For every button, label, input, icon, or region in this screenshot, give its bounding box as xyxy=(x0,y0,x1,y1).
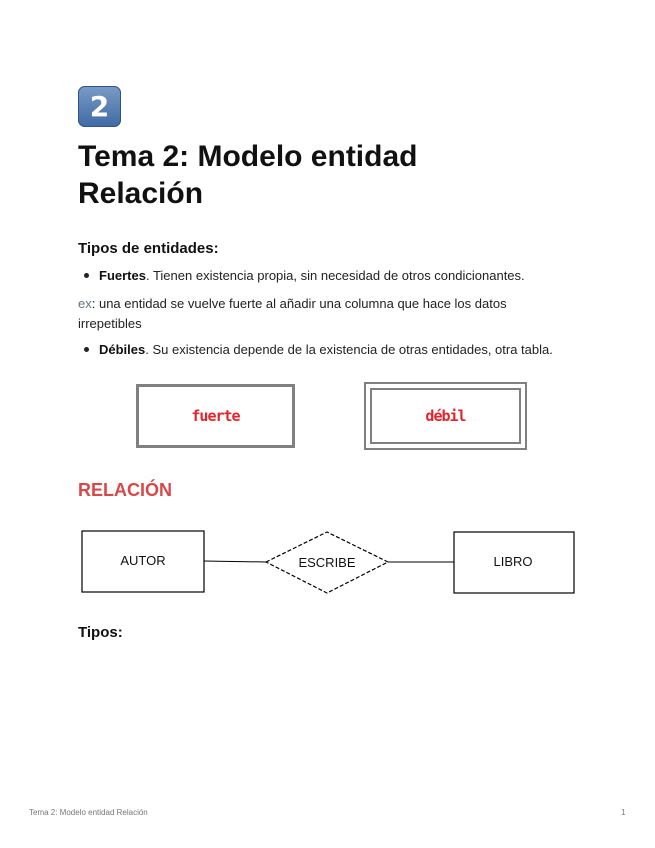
example-prefix: ex xyxy=(78,296,92,311)
autor-label: AUTOR xyxy=(120,553,166,568)
page-number: 1 xyxy=(621,808,626,817)
weak-term: Débiles xyxy=(99,342,146,357)
strong-entity-figure xyxy=(136,384,295,448)
libro-label: LIBRO xyxy=(493,554,533,569)
example-text: : una entidad se vuelve fuerte al añadir una columna que hace los datos irrepetibles xyxy=(78,296,507,331)
page-title xyxy=(78,138,578,212)
list-item-weak xyxy=(84,342,553,357)
weak-description: . Su existencia depende de la existencia de otras entidades, otra tabla. xyxy=(145,342,553,357)
bullet-icon xyxy=(84,347,89,352)
title-line-1: Tema 2: Modelo entidad xyxy=(78,140,418,173)
relation-heading: RELACIÓN xyxy=(78,480,172,500)
types-heading: Tipos: xyxy=(78,624,123,641)
title-line-2: Relación xyxy=(78,177,204,210)
example-note xyxy=(78,294,538,334)
strong-term: Fuertes xyxy=(99,268,146,283)
entity-types-heading: Tipos de entidades: xyxy=(78,240,219,257)
weak-entity-figure xyxy=(364,382,527,450)
left-connector-line xyxy=(204,561,266,562)
escribe-label: ESCRIBE xyxy=(298,555,356,570)
number-two-emoji-icon: 2 xyxy=(78,86,121,127)
weak-entity-label: débil xyxy=(425,407,466,425)
footer-title: Tema 2: Modelo entidad Relación xyxy=(29,808,148,817)
bullet-icon xyxy=(84,273,89,278)
strong-entity-label: fuerte xyxy=(191,407,240,425)
list-item-strong xyxy=(84,268,525,283)
strong-description: . Tienen existencia propia, sin necesidad de otros condicionantes. xyxy=(145,268,525,283)
er-relation-diagram xyxy=(80,528,580,598)
